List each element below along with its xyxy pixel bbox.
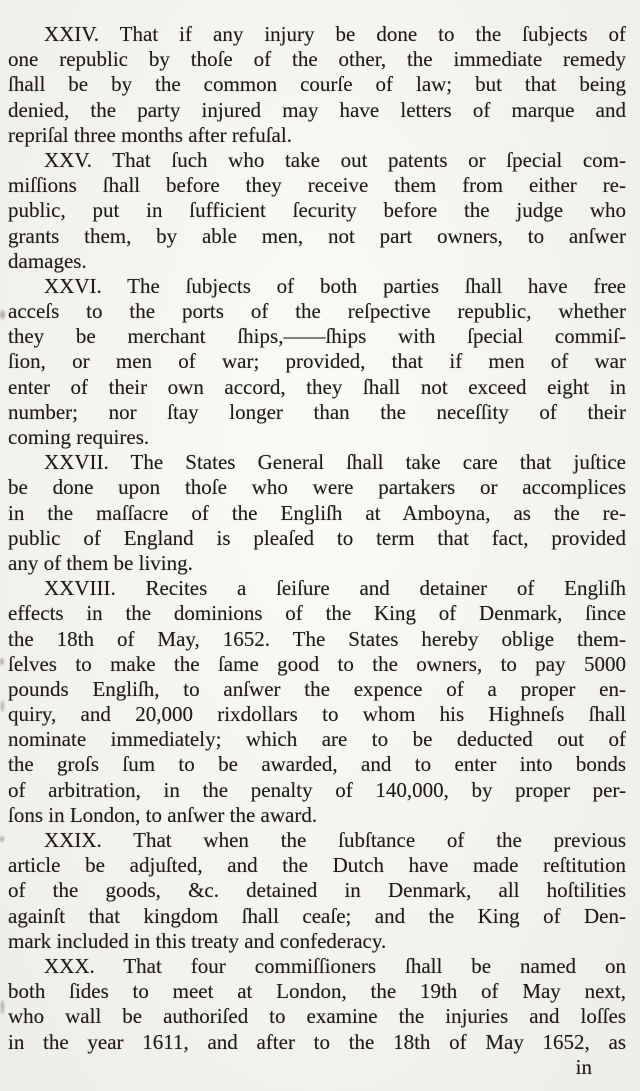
text-line-xxx-1: XXX. That four commiſſioners ſhall be named on bbox=[44, 953, 626, 978]
text-line-xxix-1: XXIX. That when the ſubſtance of the previous bbox=[44, 828, 626, 852]
text-line-xxvii-1: XXVII. The States General ſhall take care that juſtice bbox=[44, 450, 626, 475]
text-line-xxiv-2: one republic by thoſe of the other, the immediate remedy bbox=[8, 47, 626, 72]
text-line-xxvi-3: they be merchant ſhips,——ſhips with ſpecial commiſ- bbox=[8, 324, 626, 349]
text-line-xxv-5: damages. bbox=[8, 248, 87, 273]
scan-speck bbox=[0, 836, 4, 842]
text-line-xxviii-8: the groſs ſum to be awarded, and to enter into bonds bbox=[8, 752, 626, 777]
text-line-xxvi-6: number; nor ſtay longer than the neceſſity of their bbox=[8, 399, 626, 424]
text-line-xxx-2: both ſides to meet at London, the 19th of May next, bbox=[8, 979, 626, 1004]
text-line-xxvii-3: in the maſſacre of the Engliſh at Amboyna, as the re- bbox=[8, 500, 626, 525]
text-line-xxvi-4: ſion, or men of war; provided, that if men of war bbox=[8, 349, 626, 374]
text-line-xxvi-5: enter of their own accord, they ſhall not exceed eight in bbox=[8, 374, 626, 399]
text-line-xxv-3: public, put in ſufficient ſecurity before the judge who bbox=[8, 198, 626, 223]
text-line-xxix-4: againſt that kingdom ſhall ceaſe; and the King of Den- bbox=[8, 903, 626, 928]
text-line-xxx-3: who wall be authoriſed to examine the injuries and loſſes bbox=[8, 1004, 626, 1029]
text-line-xxviii-3: the 18th of May, 1652. The States hereby oblige them- bbox=[8, 626, 626, 651]
text-block bbox=[8, 22, 626, 1055]
scan-speck bbox=[1, 1000, 4, 1014]
text-line-xxviii-5: pounds Engliſh, to anſwer the expence of a proper en- bbox=[8, 676, 626, 701]
text-line-xxviii-4: ſelves to make the ſame good to the owners, to pay 5000 bbox=[8, 651, 626, 676]
text-line-xxviii-2: effects in the dominions of the King of Denmark, ſince bbox=[8, 601, 626, 626]
text-line-xxviii-7: nominate immediately; which are to be deducted out of bbox=[8, 727, 626, 752]
text-line-xxv-1: XXV. That ſuch who take out patents or ſpecial com- bbox=[44, 147, 626, 172]
text-line-xxv-2: miſſions ſhall before they receive them from either re- bbox=[8, 173, 626, 198]
text-line-xxiv-4: denied, the party injured may have letters of marque and bbox=[8, 97, 626, 122]
text-line-xxv-4: grants them, by able men, not part owners, to anſwer bbox=[8, 223, 626, 248]
text-line-xxiv-3: ſhall be by the common courſe of law; but that being bbox=[8, 72, 626, 97]
text-line-xxvii-4: public of England is pleaſed to term that fact, provided bbox=[8, 525, 626, 550]
scan-edge-artifacts bbox=[0, 0, 6, 1091]
text-line-xxvii-5: any of them be living. bbox=[8, 550, 193, 575]
text-line-xxviii-9: of arbitration, in the penalty of 140,000, by proper per- bbox=[8, 777, 626, 802]
text-line-xxix-2: article be adjuſted, and the Dutch have made reſtitution bbox=[8, 853, 626, 878]
text-line-xxvi-1: XXVI. The ſubjects of both parties ſhall have free bbox=[44, 273, 626, 298]
text-line-xxix-5: mark included in this treaty and confederacy. bbox=[8, 928, 387, 953]
text-line-xxiv-5: repriſal three months after refuſal. bbox=[8, 122, 292, 147]
text-line-xxvi-7: coming requires. bbox=[8, 425, 150, 449]
text-line-xxviii-1: XXVIII. Recites a ſeiſure and detainer of Engliſh bbox=[44, 576, 626, 601]
text-line-xxvii-2: be done upon thoſe who were partakers or accomplices bbox=[8, 475, 626, 500]
text-line-xxiv-1: XXIV. That if any injury be done to the ſubjects of bbox=[44, 22, 626, 46]
text-line-xxviii-6: quiry, and 20,000 rixdollars to whom his Highneſs ſhall bbox=[8, 702, 626, 727]
scan-speck bbox=[0, 658, 4, 665]
text-line-xxviii-10: ſons in London, to anſwer the award. bbox=[8, 802, 318, 827]
text-line-xxvi-2: acceſs to the ports of the reſpective republic, whether bbox=[8, 299, 626, 324]
catchword: in bbox=[575, 1054, 592, 1079]
text-line-xxix-3: of the goods, &c. detained in Denmark, all hoſtilities bbox=[8, 878, 626, 903]
text-line-xxx-4: in the year 1611, and after to the 18th of May 1652, as bbox=[8, 1029, 626, 1054]
scan-speck bbox=[1, 700, 4, 712]
scan-speck bbox=[0, 310, 5, 319]
